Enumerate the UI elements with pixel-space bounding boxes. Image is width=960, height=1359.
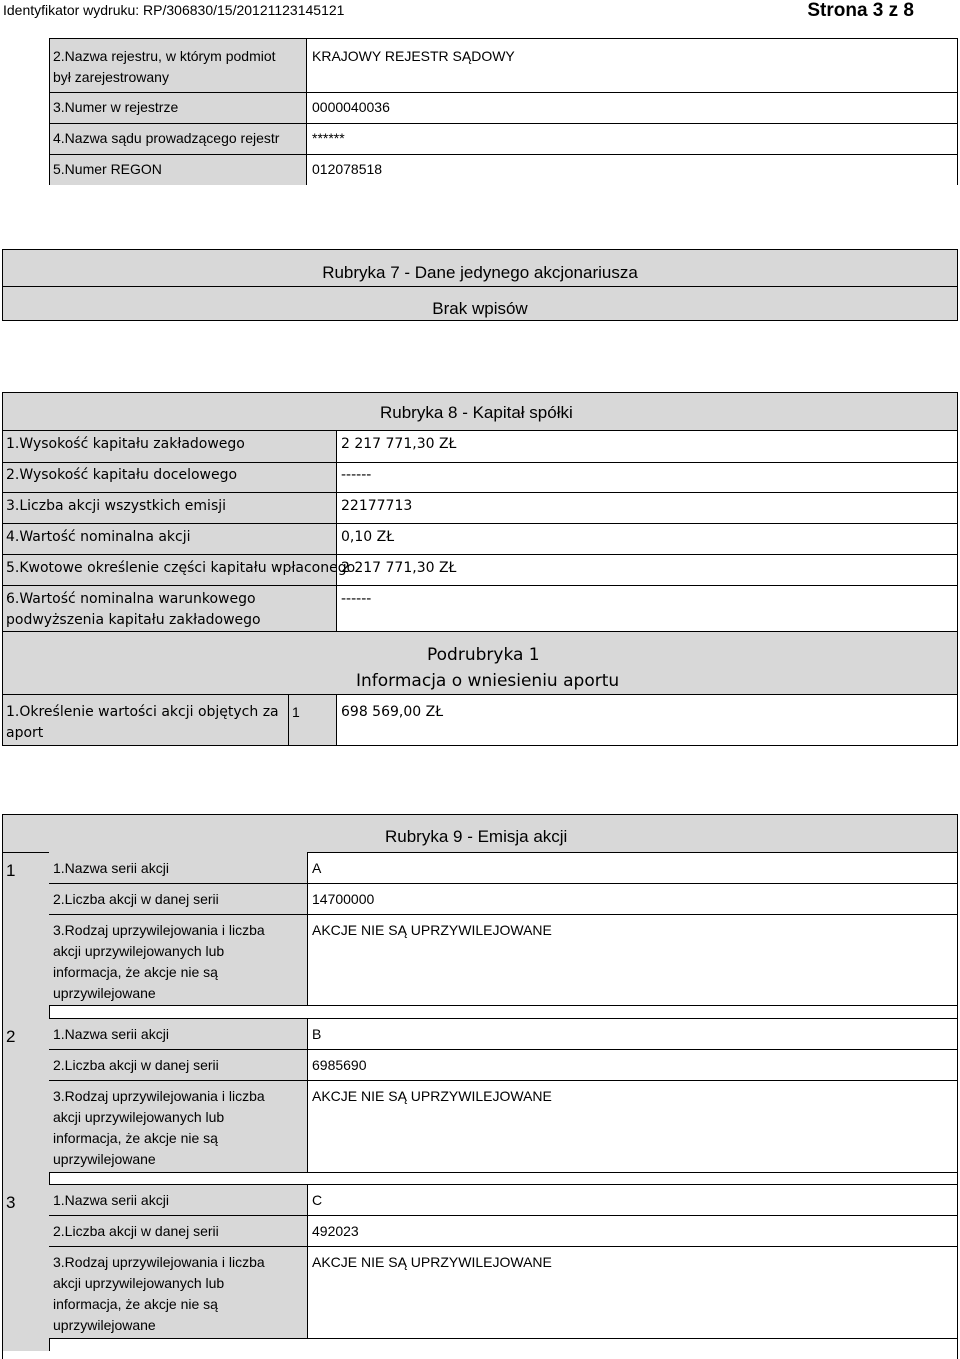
series-count-value: 14700000 [312, 891, 375, 907]
rubryka7-empty-note: Brak wpisów [432, 299, 528, 318]
rubryka9-title: Rubryka 9 - Emisja akcji [385, 827, 568, 846]
series-count-value: 6985690 [312, 1057, 367, 1073]
series-privilege-label: 3.Rodzaj uprzywilejowania i liczba akcji uprzywilejowanych lub informacja, że akcje nie są uprzywilejowane [53, 1088, 265, 1167]
series-index: 3 [6, 1193, 16, 1212]
paid-capital-value: 2 217 771,30 ZŁ [341, 560, 457, 576]
series-name-value: A [312, 860, 322, 876]
share-capital-value: 2 217 771,30 ZŁ [341, 436, 457, 452]
page-number: Strona 3 z 8 [807, 0, 914, 21]
print-identifier: Identyfikator wydruku: RP/306830/15/20121123145121 [3, 2, 345, 18]
share-capital-label: 1.Wysokość kapitału zakładowego [6, 436, 245, 452]
series-count-value: 492023 [312, 1223, 359, 1239]
series-privilege-value: AKCJE NIE SĄ UPRZYWILEJOWANE [312, 1088, 552, 1104]
total-shares-value: 22177713 [341, 498, 413, 514]
nominal-value-value: 0,10 ZŁ [341, 529, 395, 545]
series-name-value: B [312, 1026, 322, 1042]
series-index: 2 [6, 1027, 16, 1046]
series-privilege-value: AKCJE NIE SĄ UPRZYWILEJOWANE [312, 1254, 552, 1270]
series-count-label: 2.Liczba akcji w danej serii [53, 891, 219, 907]
series-privilege-value: AKCJE NIE SĄ UPRZYWILEJOWANE [312, 922, 552, 938]
series-index: 1 [6, 861, 16, 880]
podrubryka-title: Podrubryka 1 [427, 645, 540, 665]
court-name-value: ****** [312, 130, 345, 146]
series-count-label: 2.Liczba akcji w danej serii [53, 1057, 219, 1073]
registry-name-label: 2.Nazwa rejestru, w którym podmiot był zarejestrowany [53, 48, 276, 85]
podrubryka-subtitle: Informacja o wniesieniu aportu [356, 671, 620, 691]
aport-value: 698 569,00 ZŁ [341, 704, 444, 720]
registry-number-value: 0000040036 [312, 99, 390, 115]
aport-value-label: 1.Określenie wartości akcji objętych za aport [6, 704, 279, 741]
series-privilege-label: 3.Rodzaj uprzywilejowania i liczba akcji uprzywilejowanych lub informacja, że akcje nie są uprzywilejowane [53, 922, 265, 1001]
paid-capital-label: 5.Kwotowe określenie części kapitału wpłaconego [6, 560, 356, 576]
rubryka7-title: Rubryka 7 - Dane jedynego akcjonariusza [322, 263, 638, 282]
series-name-label: 1.Nazwa serii akcji [53, 1192, 169, 1208]
series-name-value: C [312, 1192, 323, 1208]
regon-label: 5.Numer REGON [53, 161, 162, 177]
aport-index: 1 [292, 704, 300, 720]
total-shares-label: 3.Liczba akcji wszystkich emisji [6, 498, 227, 514]
rubryka8-title: Rubryka 8 - Kapitał spółki [380, 403, 573, 422]
conditional-increase-label: 6.Wartość nominalna warunkowego podwyższenia kapitału zakładowego [6, 591, 261, 628]
registry-number-label: 3.Numer w rejestrze [53, 99, 179, 115]
target-capital-label: 2.Wysokość kapitału docelowego [6, 467, 238, 483]
series-privilege-label: 3.Rodzaj uprzywilejowania i liczba akcji uprzywilejowanych lub informacja, że akcje nie są uprzywilejowane [53, 1254, 265, 1333]
regon-value: 012078518 [312, 161, 383, 177]
court-name-label: 4.Nazwa sądu prowadzącego rejestr [53, 130, 280, 146]
nominal-value-label: 4.Wartość nominalna akcji [6, 529, 191, 545]
conditional-increase-value: ------ [341, 591, 372, 607]
target-capital-value: ------ [341, 467, 372, 483]
series-name-label: 1.Nazwa serii akcji [53, 860, 169, 876]
series-name-label: 1.Nazwa serii akcji [53, 1026, 169, 1042]
series-count-label: 2.Liczba akcji w danej serii [53, 1223, 219, 1239]
registry-name-value: KRAJOWY REJESTR SĄDOWY [312, 48, 515, 64]
